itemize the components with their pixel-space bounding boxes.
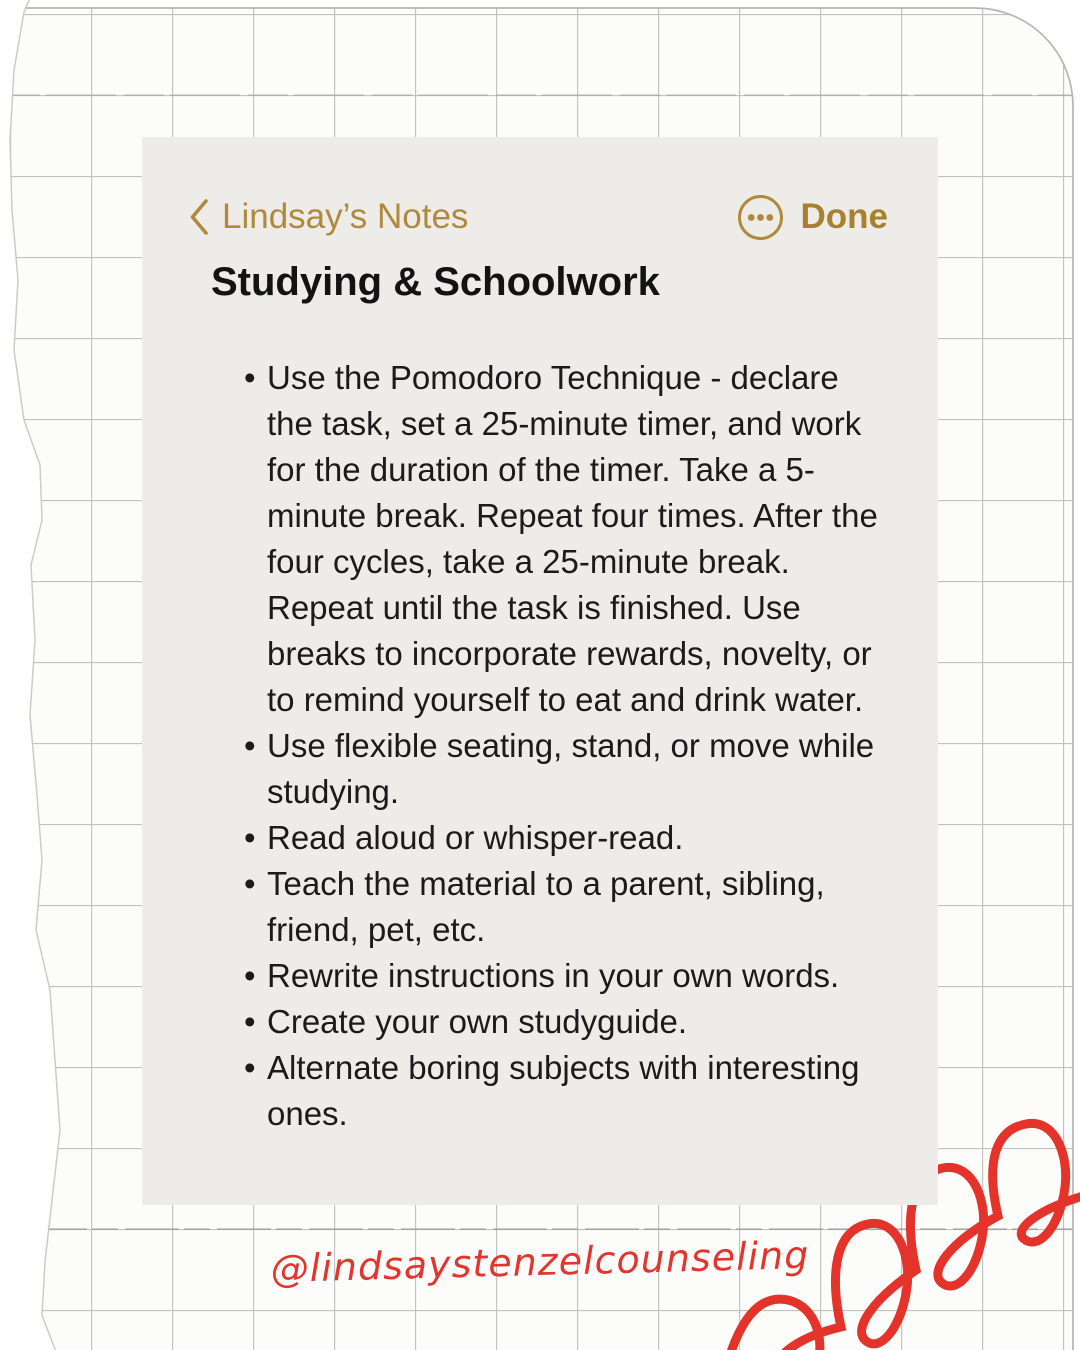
list-item: • Rewrite instructions in your own words. xyxy=(267,953,885,999)
back-label: Lindsay’s Notes xyxy=(222,197,469,236)
notes-nav-bar xyxy=(188,193,888,241)
list-item: • Teach the material to a parent, sibling, friend, pet, etc. xyxy=(267,861,885,953)
done-button[interactable]: Done xyxy=(800,197,888,236)
notes-app-card xyxy=(142,137,938,1205)
list-item: • Use the Pomodoro Technique - declare the task, set a 25-minute timer, and work for the duration of the timer. Take a 5-minute break. Repeat four times. After the four cycles, take a 25-minute break. Repeat until the task is finished. Use breaks to incorporate rewards, novelty, or to remind yourself to eat and drink water. xyxy=(267,355,885,723)
nav-right-group xyxy=(737,194,889,241)
list-item: • Alternate boring subjects with interesting ones. xyxy=(267,1045,885,1137)
list-item: • Use flexible seating, stand, or move while studying. xyxy=(267,723,885,815)
note-title: Studying & Schoolwork xyxy=(211,260,660,304)
chevron-left-icon xyxy=(188,198,209,236)
instagram-handle: @lindsaystenzelcounseling xyxy=(270,1232,810,1292)
note-body[interactable] xyxy=(267,355,885,1137)
ellipsis-circle-icon[interactable] xyxy=(737,194,784,241)
back-button[interactable] xyxy=(188,193,468,241)
list-item: • Create your own studyguide. xyxy=(267,999,885,1045)
list-item: • Read aloud or whisper-read. xyxy=(267,815,885,861)
